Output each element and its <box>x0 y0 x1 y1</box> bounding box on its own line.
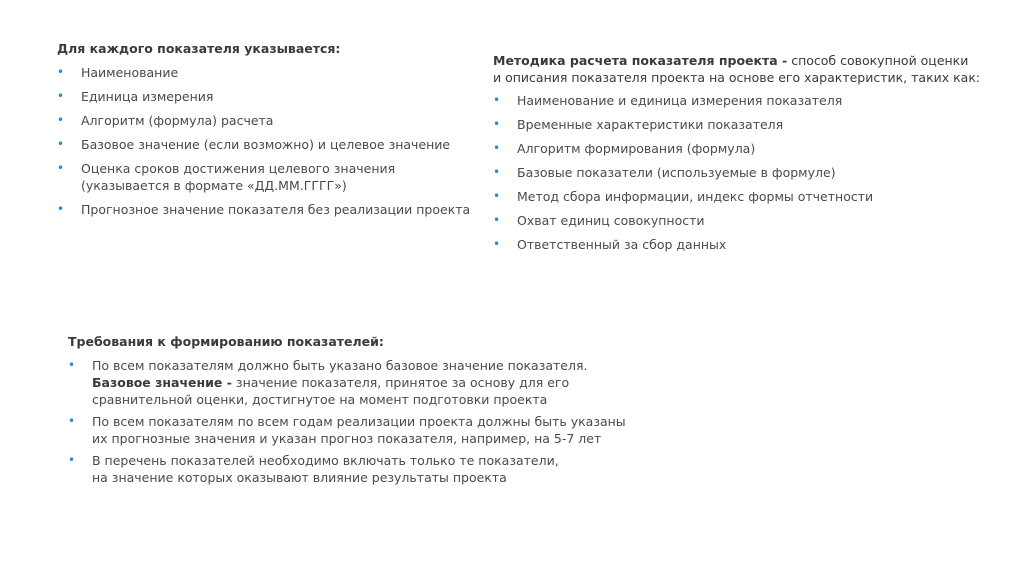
list-item: • Наименование и единица измерения показателя <box>493 93 843 108</box>
bullet-icon: • <box>493 165 501 179</box>
bullet-icon: • <box>68 453 76 467</box>
bullet-icon: • <box>68 358 76 372</box>
list-item: • Алгоритм формирования (формула) <box>493 141 756 156</box>
bullet-icon: • <box>493 117 501 131</box>
bullet-icon: • <box>493 213 501 227</box>
list-item: • Прогнозное значение показателя без реализации проекта <box>57 202 471 217</box>
list-item: • Охват единиц совокупности <box>493 213 705 228</box>
list-item: • Алгоритм (формула) расчета <box>57 113 274 128</box>
list-item: • В перечень показателей необходимо включать только те показатели, на значение которых оказывают влияние результаты проекта <box>68 453 559 485</box>
bullet-icon: • <box>57 65 65 79</box>
bullet-icon: • <box>57 113 65 127</box>
list-item: • Оценка сроков достижения целевого значения (указывается в формате «ДД.ММ.ГГГГ») <box>57 161 396 193</box>
requirements-list <box>68 357 668 486</box>
bullet-icon: • <box>57 202 65 216</box>
indicator-fields-block <box>57 40 487 225</box>
bullet-icon: • <box>57 161 65 175</box>
list-item: • По всем показателям по всем годам реализации проекта должны быть указаны их прогнозные значения и указан прогноз показателя, например, на 5-7 лет <box>68 414 626 446</box>
indicator-fields-list <box>57 64 487 218</box>
bullet-icon: • <box>68 414 76 428</box>
list-item: • Базовые показатели (используемые в формуле) <box>493 165 836 180</box>
methodology-block <box>493 52 993 260</box>
list-item: • Базовое значение (если возможно) и целевое значение <box>57 137 451 152</box>
list-item: • Метод сбора информации, индекс формы отчетности <box>493 189 874 204</box>
indicator-fields-heading: Для каждого показателя указывается: <box>57 41 341 56</box>
requirements-heading: Требования к формированию показателей: <box>68 334 384 349</box>
bullet-icon: • <box>57 89 65 103</box>
bullet-icon: • <box>493 189 501 203</box>
methodology-heading: Методика расчета показателя проекта - способ совокупной оценки и описания показателя проекта на основе его характеристик, таких как: <box>493 53 981 85</box>
bullet-icon: • <box>57 137 65 151</box>
list-item: • Наименование <box>57 65 179 80</box>
list-item: • По всем показателям должно быть указано базовое значение показателя. Базовое значение - значение показателя, принятое за основу для его сравнительной оценки, достигнутое на момент подготовки проекта <box>68 358 588 407</box>
requirements-block <box>68 333 668 491</box>
list-item: • Единица измерения <box>57 89 214 104</box>
bullet-icon: • <box>493 141 501 155</box>
bullet-icon: • <box>493 93 501 107</box>
list-item: • Временные характеристики показателя <box>493 117 784 132</box>
bullet-icon: • <box>493 237 501 251</box>
list-item: • Ответственный за сбор данных <box>493 237 727 252</box>
methodology-list <box>493 92 993 253</box>
